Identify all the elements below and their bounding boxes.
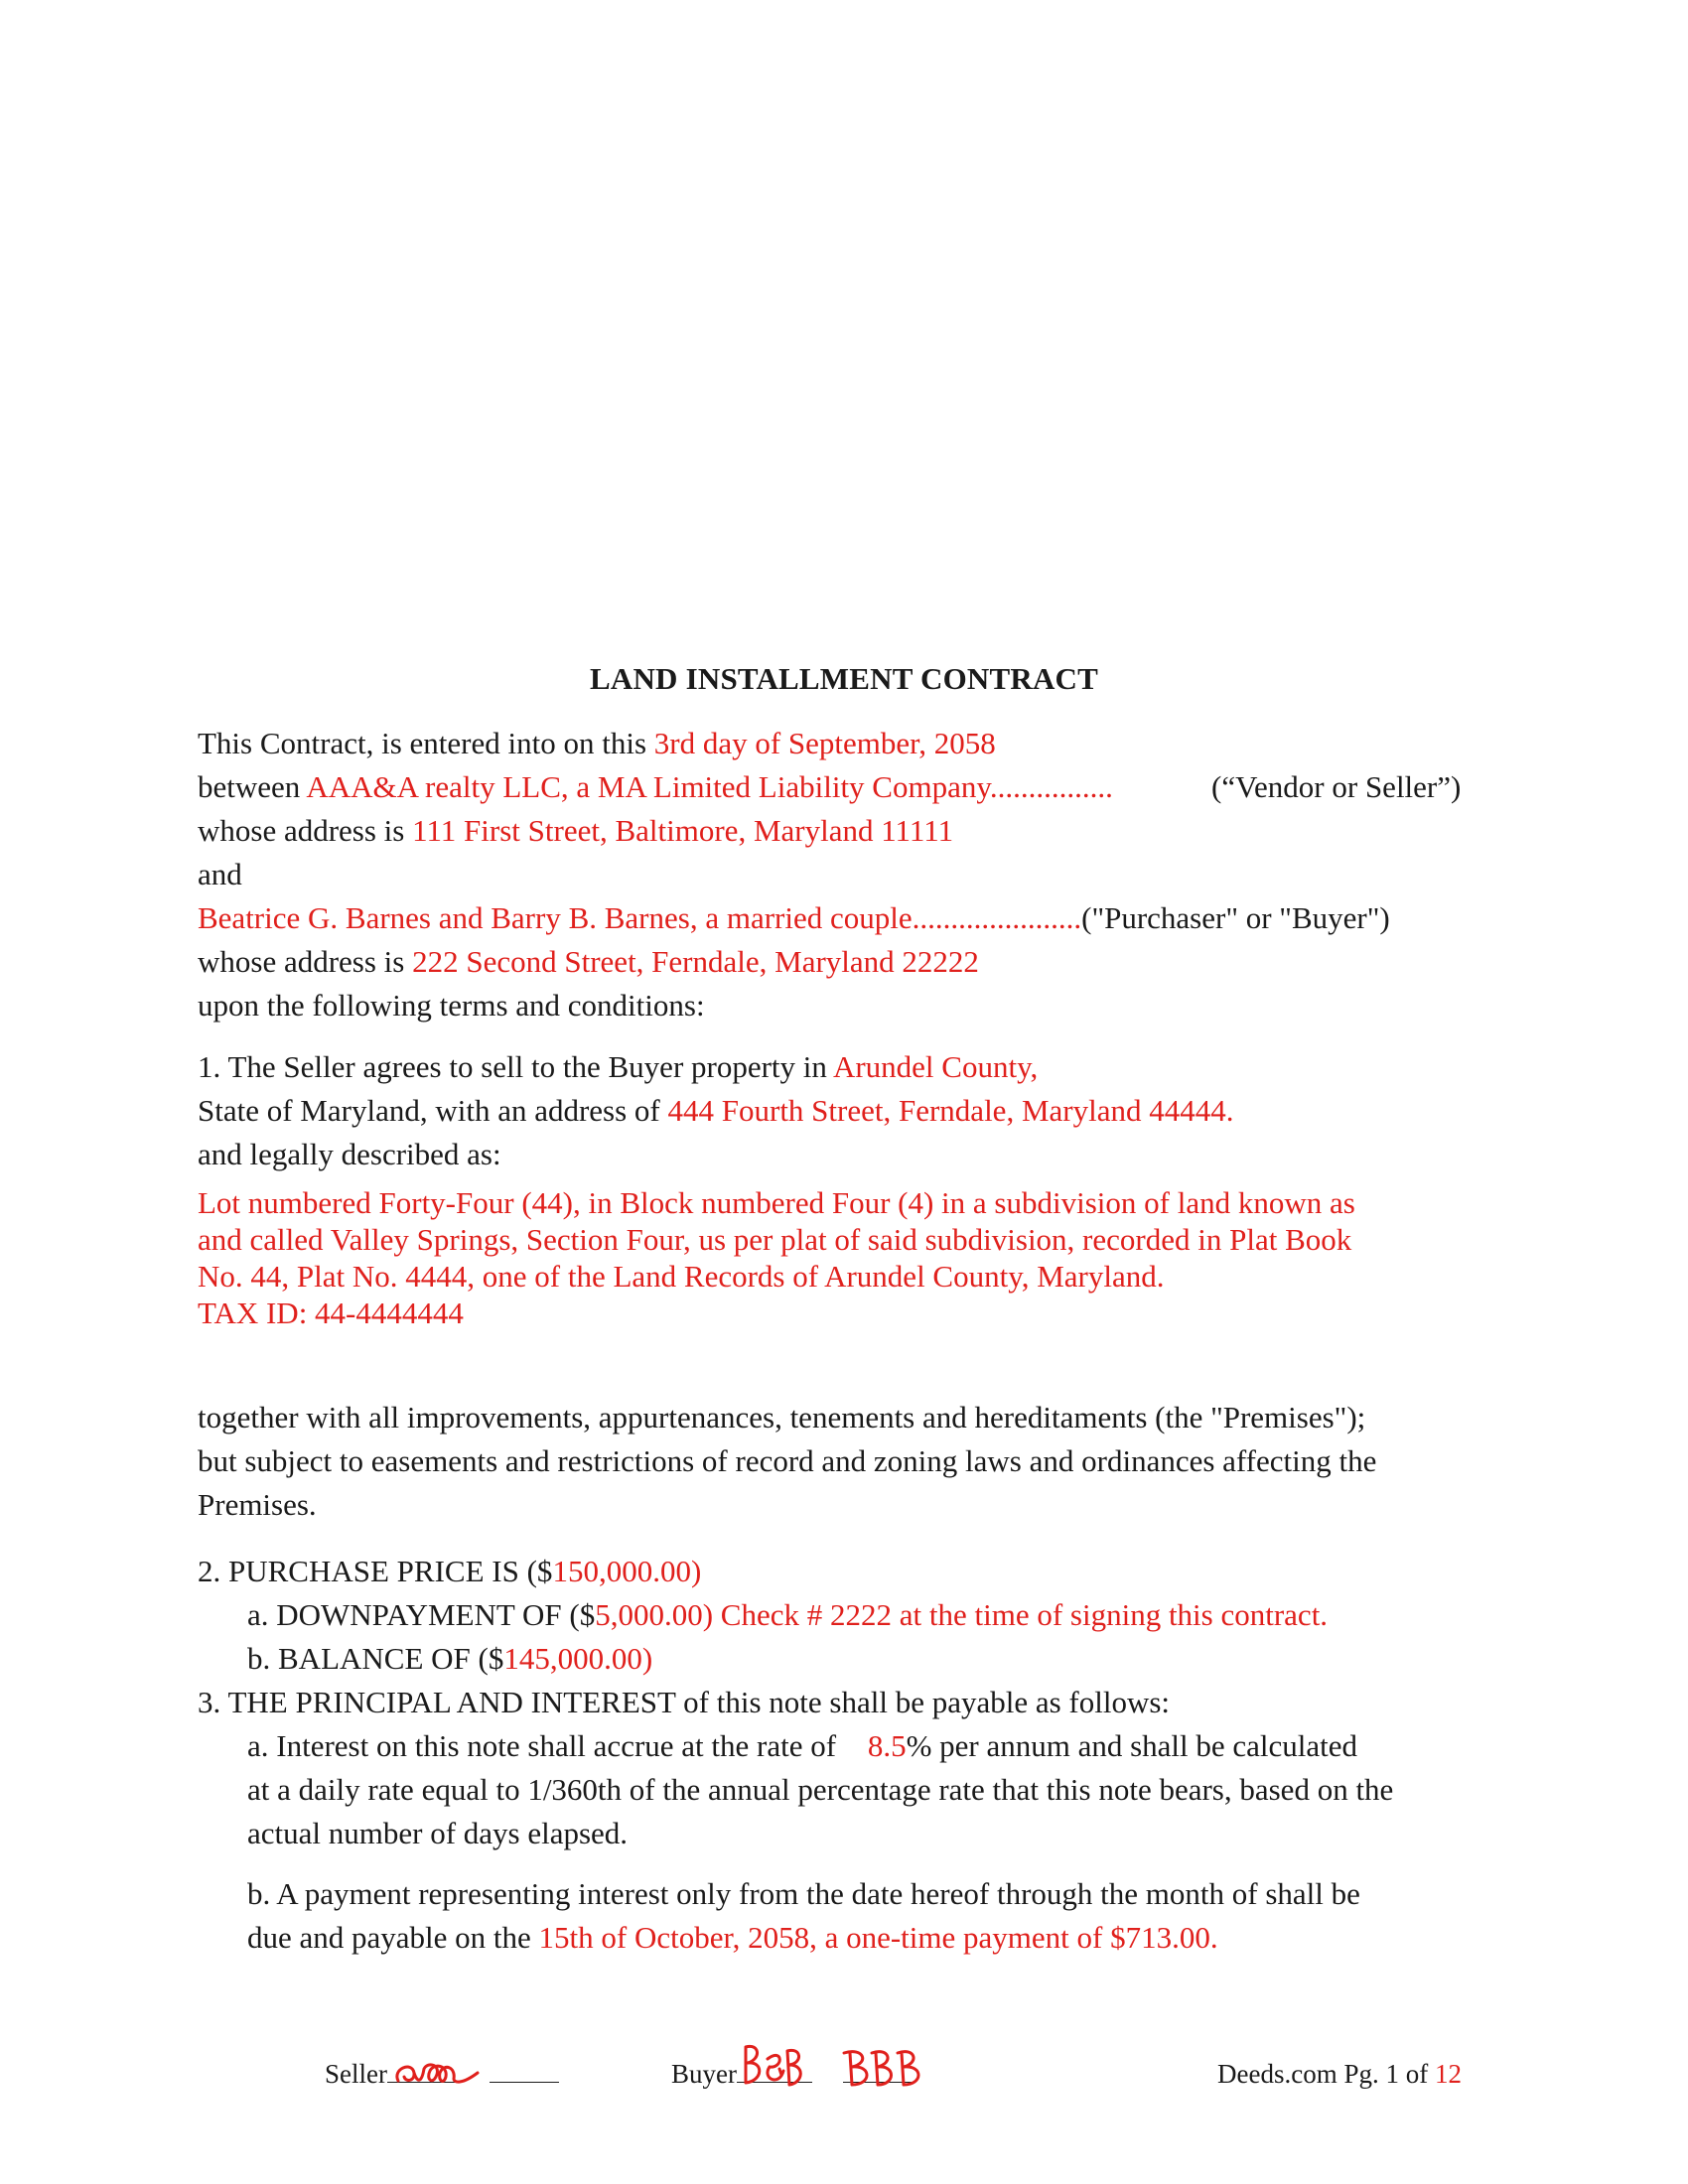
interest-rate-line: [247, 1730, 1357, 1761]
legal-label: and legally described as:: [198, 1137, 501, 1171]
whose-address-label: whose address is: [198, 813, 405, 848]
document-title: LAND INSTALLMENT CONTRACT: [590, 661, 1098, 696]
balance-label: b. BALANCE OF ($: [247, 1641, 504, 1676]
interest-tail: % per annum and shall be calculated: [906, 1728, 1358, 1763]
interest-line-2: at a daily rate equal to 1/360th of the annual percentage rate that this note bears, based on the: [247, 1772, 1394, 1807]
legal-description-line: No. 44, Plat No. 4444, one of the Land Records of Arundel County, Maryland.: [198, 1259, 1165, 1294]
downpayment-value: 5,000.00) Check # 2222 at the time of signing this contract.: [595, 1597, 1329, 1632]
buyer-address: 222 Second Street, Ferndale, Maryland 22222: [412, 944, 979, 979]
buyer-signature-bgb: [740, 2039, 811, 2091]
payment-line-1: b. A payment representing interest only from the date hereof through the month of shall be: [247, 1876, 1360, 1911]
buyer-role: ("Purchaser" or "Buyer"): [1081, 900, 1390, 935]
buyer-line: [198, 902, 1390, 933]
terms-label: upon the following terms and conditions:: [198, 988, 705, 1023]
seller-name: AAA&A realty LLC, a MA Limited Liability Company................: [306, 769, 1113, 804]
premises-line: together with all improvements, appurtenances, tenements and hereditaments (the "Premises");: [198, 1400, 1366, 1434]
intro-label: This Contract, is entered into on this: [198, 726, 647, 760]
seller-role: (“Vendor or Seller”): [1211, 769, 1462, 804]
seller-line: [198, 771, 1113, 802]
whose-address-label-2: whose address is: [198, 944, 405, 979]
premises-line: Premises.: [198, 1487, 317, 1522]
county: Arundel County,: [832, 1049, 1039, 1084]
buyer-label: Buyer: [671, 2059, 737, 2089]
state-label: State of Maryland, with an address of: [198, 1093, 660, 1128]
purchase-price-label: 2. PURCHASE PRICE IS ($: [198, 1554, 553, 1588]
property-address-line: [198, 1095, 1233, 1126]
section1-lead: [198, 1051, 1038, 1082]
interest-line-3: actual number of days elapsed.: [247, 1816, 629, 1850]
and-label: and: [198, 857, 242, 891]
property-address: 444 Fourth Street, Ferndale, Maryland 44444.: [667, 1093, 1234, 1128]
buyer-signature-bbb: [842, 2045, 929, 2091]
seller-signature-aaa: [392, 2051, 484, 2093]
seller-label: Seller: [325, 2059, 387, 2089]
premises-line: but subject to easements and restrictions of record and zoning laws and ordinances affecting the: [198, 1443, 1377, 1478]
contract-date: 3rd day of September, 2058: [653, 726, 996, 760]
seller-address: 111 First Street, Baltimore, Maryland 11111: [412, 813, 954, 848]
downpayment-label: a. DOWNPAYMENT OF ($: [247, 1597, 596, 1632]
payment-lead: due and payable on the: [247, 1920, 531, 1955]
purchase-price-line: [198, 1556, 701, 1586]
payment-value: 15th of October, 2058, a one-time payment of $713.00.: [538, 1920, 1218, 1955]
purchase-price: 150,000.00): [552, 1554, 702, 1588]
interest-lead: a. Interest on this note shall accrue at the rate of: [247, 1728, 837, 1763]
legal-description-line: and called Valley Springs, Section Four, us per plat of said subdivision, recorded in Plat Book: [198, 1222, 1352, 1257]
between-label: between: [198, 769, 301, 804]
balance-value: 145,000.00): [503, 1641, 653, 1676]
seller-initials-line-2: [490, 2082, 559, 2083]
total-pages: 12: [1434, 2059, 1462, 2089]
downpayment-line: [247, 1599, 1328, 1630]
seller-address-line: [198, 815, 953, 846]
buyer-name: Beatrice G. Barnes and Barry B. Barnes, a married couple......................: [198, 900, 1082, 935]
page-number: [1217, 2061, 1462, 2088]
tax-id: TAX ID: 44-4444444: [198, 1296, 464, 1330]
payment-line-2: [247, 1922, 1218, 1953]
section3-label: 3. THE PRINCIPAL AND INTEREST of this note shall be payable as follows:: [198, 1685, 1171, 1719]
buyer-address-line: [198, 946, 979, 977]
page-site-label: Deeds.com Pg. 1 of: [1217, 2059, 1429, 2089]
legal-description-line: Lot numbered Forty-Four (44), in Block numbered Four (4) in a subdivision of land known as: [198, 1185, 1355, 1220]
intro-date-line: [198, 728, 996, 758]
balance-line: [247, 1643, 652, 1674]
interest-rate: 8.5: [867, 1728, 907, 1763]
section1-lead-text: 1. The Seller agrees to sell to the Buyer property in: [198, 1049, 827, 1084]
